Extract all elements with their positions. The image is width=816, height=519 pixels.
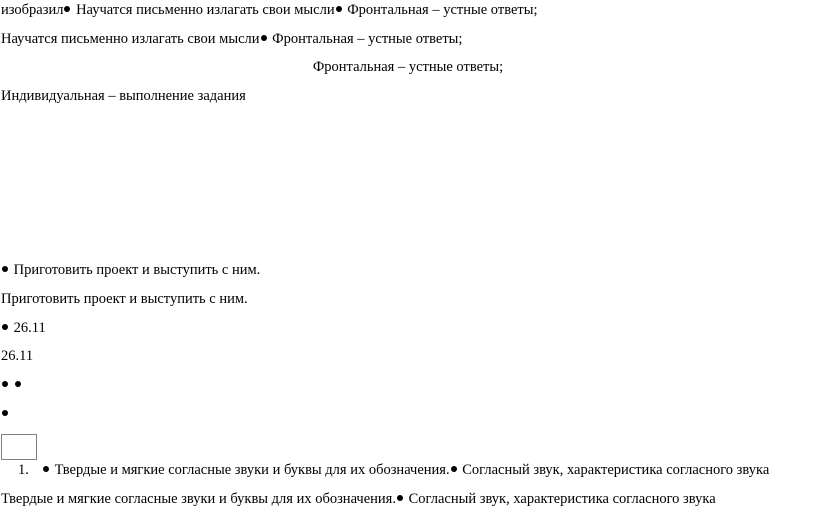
line-7-text: 26.11 [10, 320, 46, 336]
bullet-icon [43, 466, 49, 472]
last-line-part-a: Твердые и мягкие согласные звуки и буквы для их обозначения. [1, 491, 396, 507]
bullet-icon [451, 466, 457, 472]
line-5-text: Приготовить проект и выступить с ним. [10, 262, 261, 278]
bullet-icon [64, 6, 70, 12]
line-2-part-b: Фронтальная – устные ответы; [268, 31, 463, 47]
bullet-icon [2, 381, 8, 387]
bullet-row-double [1, 376, 23, 394]
text-line-6: Приготовить проект и выступить с ним. [1, 291, 248, 307]
text-line-7 [1, 319, 46, 337]
line-1-part-c: Фронтальная – устные ответы; [343, 2, 538, 18]
last-line-part-b: Согласный звук, характеристика согласного звука [404, 491, 716, 507]
empty-box [1, 434, 37, 460]
text-line-last [1, 490, 716, 508]
bullet-icon [2, 266, 8, 272]
line-1-part-b: Научатся письменно излагать свои мысли [72, 2, 335, 18]
bullet-icon [15, 381, 21, 387]
list-number: 1. [18, 462, 29, 478]
list-item-part-b: Согласный звук, характеристика согласного звука [458, 462, 770, 478]
bullet-icon [397, 495, 403, 501]
text-line-4: Индивидуальная – выполнение задания [1, 88, 246, 104]
bullet-icon [2, 410, 8, 416]
bullet-icon [261, 35, 267, 41]
text-line-8: 26.11 [1, 348, 34, 364]
bullet-row-single [1, 405, 10, 423]
list-item-1 [42, 461, 769, 479]
bullet-icon [2, 324, 8, 330]
list-item-part-a: Твердые и мягкие согласные звуки и буквы для их обозначения. [51, 462, 450, 478]
text-line-3-centered: Фронтальная – устные ответы; [312, 59, 504, 75]
text-line-2 [1, 30, 462, 48]
bullet-icon [336, 6, 342, 12]
text-line-1 [1, 1, 538, 19]
line-2-part-a: Научатся письменно излагать свои мысли [1, 31, 260, 47]
text-line-5 [1, 261, 260, 279]
line-1-part-a: изобразил [1, 2, 64, 18]
